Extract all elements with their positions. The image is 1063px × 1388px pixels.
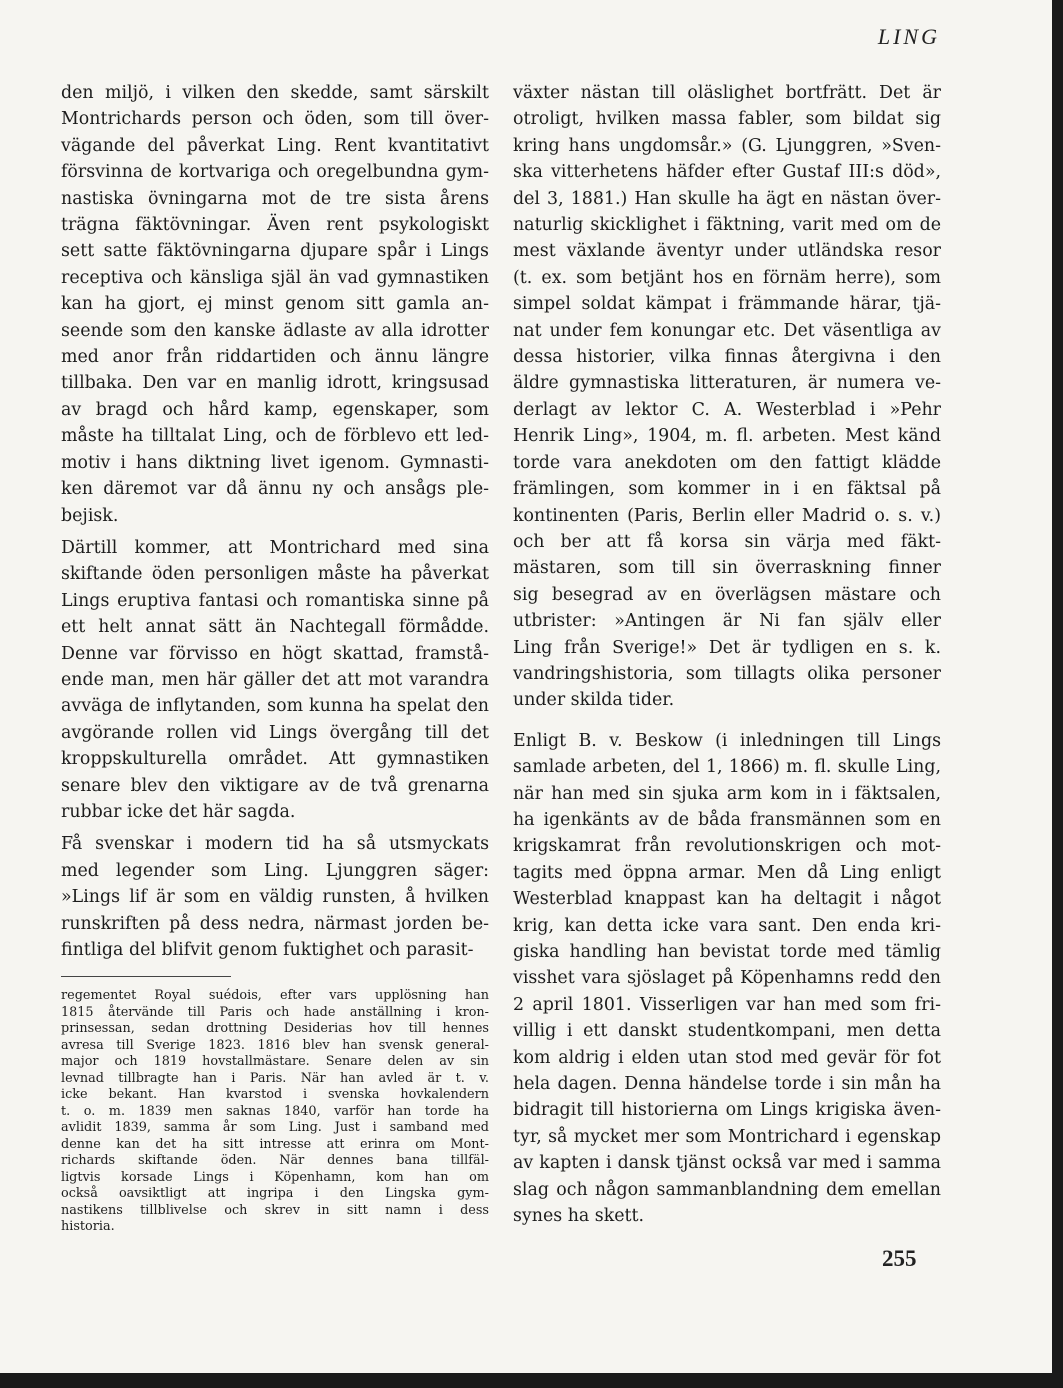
text-line: krig, kan detta icke vara sant. Den enda kri- <box>513 915 941 936</box>
footnote-line: nastikens tillblivelse och skrev in sitt namn i dess <box>61 1202 489 1218</box>
text-line: dessa historier, vilka finnas återgivna i den <box>513 347 941 368</box>
text-line: seende som den kanske ädlaste av alla idrotter <box>61 320 489 341</box>
left-paragraph-3 <box>61 831 489 963</box>
footnote-line: richards skiftande öden. När dennes bana tillfäl- <box>61 1153 489 1169</box>
text-line: främlingen, som kommer in i en fäktsal på <box>513 479 941 500</box>
text-line: Lings eruptiva fantasi och romantiska sinne på <box>61 590 489 611</box>
text-line: simpel soldat kämpat i främmande härar, tjä- <box>513 294 941 315</box>
text-line: senare blev den viktigare av de två grenarna <box>61 775 489 796</box>
text-line: Henrik Ling», 1904, m. fl. arbeten. Mest känd <box>513 426 941 447</box>
text-line: sett satte fäktövningarna djupare spår i Lings <box>61 241 489 262</box>
text-line: villig i ett danskt studentkompani, men detta <box>513 1021 941 1042</box>
text-line: skiftande öden personligen måste ha påverkat <box>61 564 489 585</box>
footnote-line: historia. <box>61 1219 115 1235</box>
text-line: ska vitterhetens häfder efter Gustaf III:s död», <box>513 162 941 183</box>
text-line: vandringshistoria, som tillagts olika personer <box>513 663 941 684</box>
text-line: giska handling han bevistat torde med tämlig <box>513 942 941 962</box>
text-line: otroligt, hvilken massa fabler, som bildat sig <box>513 109 941 130</box>
footnote-line: major och 1819 hovstallmästare. Senare delen av sin <box>61 1054 489 1070</box>
text-line: äldre gymnastiska litteraturen, är numera ve- <box>513 373 941 394</box>
footnote-line: prinsessan, sedan drottning Desiderias hov till hennes <box>61 1021 489 1037</box>
footnote-line: t. o. m. 1839 men saknas 1840, varför han torde ha <box>61 1103 489 1119</box>
text-line: när han med sin sjuka arm kom in i fäktsalen, <box>513 783 941 804</box>
left-column <box>61 80 489 1236</box>
running-head: LING <box>877 24 940 49</box>
text-line: nastiska övningarna mot de tre sista årens <box>61 188 489 209</box>
text-line: bejisk. <box>61 505 119 526</box>
footnote-line: regementet Royal suédois, efter vars upplösning han <box>61 988 489 1004</box>
text-line: slag och någon sammanblandning dem emellan <box>513 1179 941 1200</box>
footnote-line: avlidit 1839, samma år som Ling. Just i samband med <box>61 1120 489 1136</box>
text-line: kroppskulturella området. Att gymnastiken <box>61 749 489 770</box>
footnote-line: 1815 återvände till Paris och hade anställning i kron- <box>61 1004 489 1020</box>
text-line: ha igenkänts av de båda fransmännen som en <box>513 809 941 830</box>
text-line: samlade arbeten, del 1, 1866) m. fl. skulle Ling, <box>513 757 941 778</box>
text-line: 2 april 1801. Visserligen var han med som fri- <box>513 994 941 1015</box>
text-line: tillbaka. Den var en manlig idrott, kringsusad <box>61 373 489 394</box>
text-line: motiv i hans diktning livet igenom. Gymnasti- <box>61 452 489 473</box>
left-paragraph-2 <box>61 535 489 825</box>
text-line: krigskamrat från revolutionskrigen och mot- <box>513 836 941 857</box>
text-line: synes ha skett. <box>513 1206 645 1227</box>
text-line: ett helt annat sätt än Nachtegall förmådde. <box>61 617 489 638</box>
text-line: torde vara anekdoten om den fattigt klädde <box>513 452 941 473</box>
text-line: (t. ex. som betjänt hos en förnäm herre), som <box>513 267 941 288</box>
text-line: trägna fäktövningar. Även rent psykologiskt <box>61 215 489 236</box>
text-line: Denne var förvisso en högt skattad, framstå- <box>61 643 489 664</box>
footnote-line: denne kan det ha sitt intresse att erinra om Mont- <box>61 1136 489 1152</box>
text-line: måste ha tilltalat Ling, och de förblevo ett led- <box>61 426 489 447</box>
right-paragraph-1 <box>513 80 941 714</box>
footnote-line: ligtvis korsade Lings i Köpenhamn, kom han om <box>61 1169 489 1185</box>
text-line: växter nästan till oläslighet bortfrätt. Det är <box>513 83 941 103</box>
text-line: mest växlande äventyr under utländska resor <box>513 241 941 262</box>
text-line: avväga de inflytanden, som kunna ha spelat den <box>61 696 489 717</box>
footnote <box>61 988 489 1236</box>
text-line: naturlig skicklighet i fäktning, varit med om de <box>513 215 941 236</box>
text-line: och ber att få korsa sin värja med fäkt- <box>513 531 941 552</box>
text-line: kring hans ungdomsår.» (G. Ljunggren, »Sven- <box>513 135 941 156</box>
text-line: av kapten i dansk tjänst också var med i samma <box>513 1153 941 1174</box>
text-line: den miljö, i vilken den skedde, samt särskilt <box>61 83 489 103</box>
text-line: rubbar icke det här sagda. <box>61 801 296 822</box>
text-line: avgörande rollen vid Lings övergång till det <box>61 722 489 743</box>
text-line: hela dagen. Denna händelse torde i sin mån ha <box>513 1074 941 1095</box>
right-paragraph-2 <box>513 728 941 1230</box>
text-line: Få svenskar i modern tid ha så utsmyckats <box>61 834 489 855</box>
footnote-line: avresa till Sverige 1823. 1816 blev han svensk general- <box>61 1037 489 1053</box>
text-line: vägande del påverkat Ling. Rent kvantitativt <box>61 135 489 156</box>
text-line: tyr, så mycket mer som Montrichard i egenskap <box>513 1126 941 1147</box>
footnote-rule <box>61 976 231 977</box>
text-line: Därtill kommer, att Montrichard med sina <box>61 537 489 558</box>
text-line: sig besegrad av en överlägsen mästare och <box>513 584 941 605</box>
text-line: visshet vara sjöslaget på Köpenhamns redd den <box>513 968 941 989</box>
text-line: kan ha gjort, ej minst genom sitt gamla an- <box>61 294 489 315</box>
text-line: receptiva och känsliga själ än vad gymnastiken <box>61 267 489 288</box>
text-line: Ling från Sverige!» Det är tydligen en s. k. <box>513 637 941 658</box>
text-line: av bragd och hård kamp, egenskaper, som <box>61 399 489 420</box>
text-line: ken däremot var då ännu ny och ansågs ple- <box>61 479 489 500</box>
page-number: 255 <box>882 1246 917 1271</box>
text-line: kontinenten (Paris, Berlin eller Madrid o. s. v.) <box>513 505 941 526</box>
footnote-line: också oavsiktligt att ingripa i den Lingska gym- <box>61 1186 489 1202</box>
text-line: med anor från riddartiden och ännu längre <box>61 347 489 368</box>
text-line: mästaren, som till sin överraskning finner <box>513 558 941 579</box>
text-line: derlagt av lektor C. A. Westerblad i »Pehr <box>513 399 941 420</box>
text-line: runskriften på dess nedra, närmast jorden be- <box>61 913 489 934</box>
text-line: utbrister: »Antingen är Ni fan själv eller <box>513 611 941 632</box>
right-column <box>513 80 941 1229</box>
text-line: med legender som Ling. Ljunggren säger: <box>61 860 489 881</box>
text-line: ende man, men här gäller det att mot varandra <box>61 669 489 690</box>
text-line: nat under fem konungar etc. Det väsentliga av <box>513 320 941 341</box>
text-line: del 3, 1881.) Han skulle ha ägt en nästan över- <box>513 188 941 209</box>
text-line: bidragit till historierna om Lings krigiska även- <box>513 1100 941 1121</box>
text-line: tagits med öppna armar. Men då Ling enligt <box>513 862 941 883</box>
text-line: kom aldrig i elden utan stod med gevär för fot <box>513 1047 941 1068</box>
left-paragraph-1 <box>61 80 489 529</box>
text-line: under skilda tider. <box>513 690 675 711</box>
text-line: »Lings lif är som en väldig runsten, å hvilken <box>61 887 489 908</box>
footnote-line: icke bekant. Han kvarstod i svenska hovkalendern <box>61 1087 489 1103</box>
text-line: Westerblad knappast kan ha deltagit i något <box>513 889 941 910</box>
text-line: fintliga del blifvit genom fuktighet och parasit- <box>61 940 474 960</box>
text-line: Montrichards person och öden, som till över- <box>61 109 489 130</box>
text-line: försvinna de kortvariga och oregelbundna gym- <box>61 162 489 183</box>
footnote-line: levnad tillbragte han i Paris. När han avled är t. v. <box>61 1070 489 1086</box>
text-line: Enligt B. v. Beskow (i inledningen till Lings <box>513 730 941 751</box>
